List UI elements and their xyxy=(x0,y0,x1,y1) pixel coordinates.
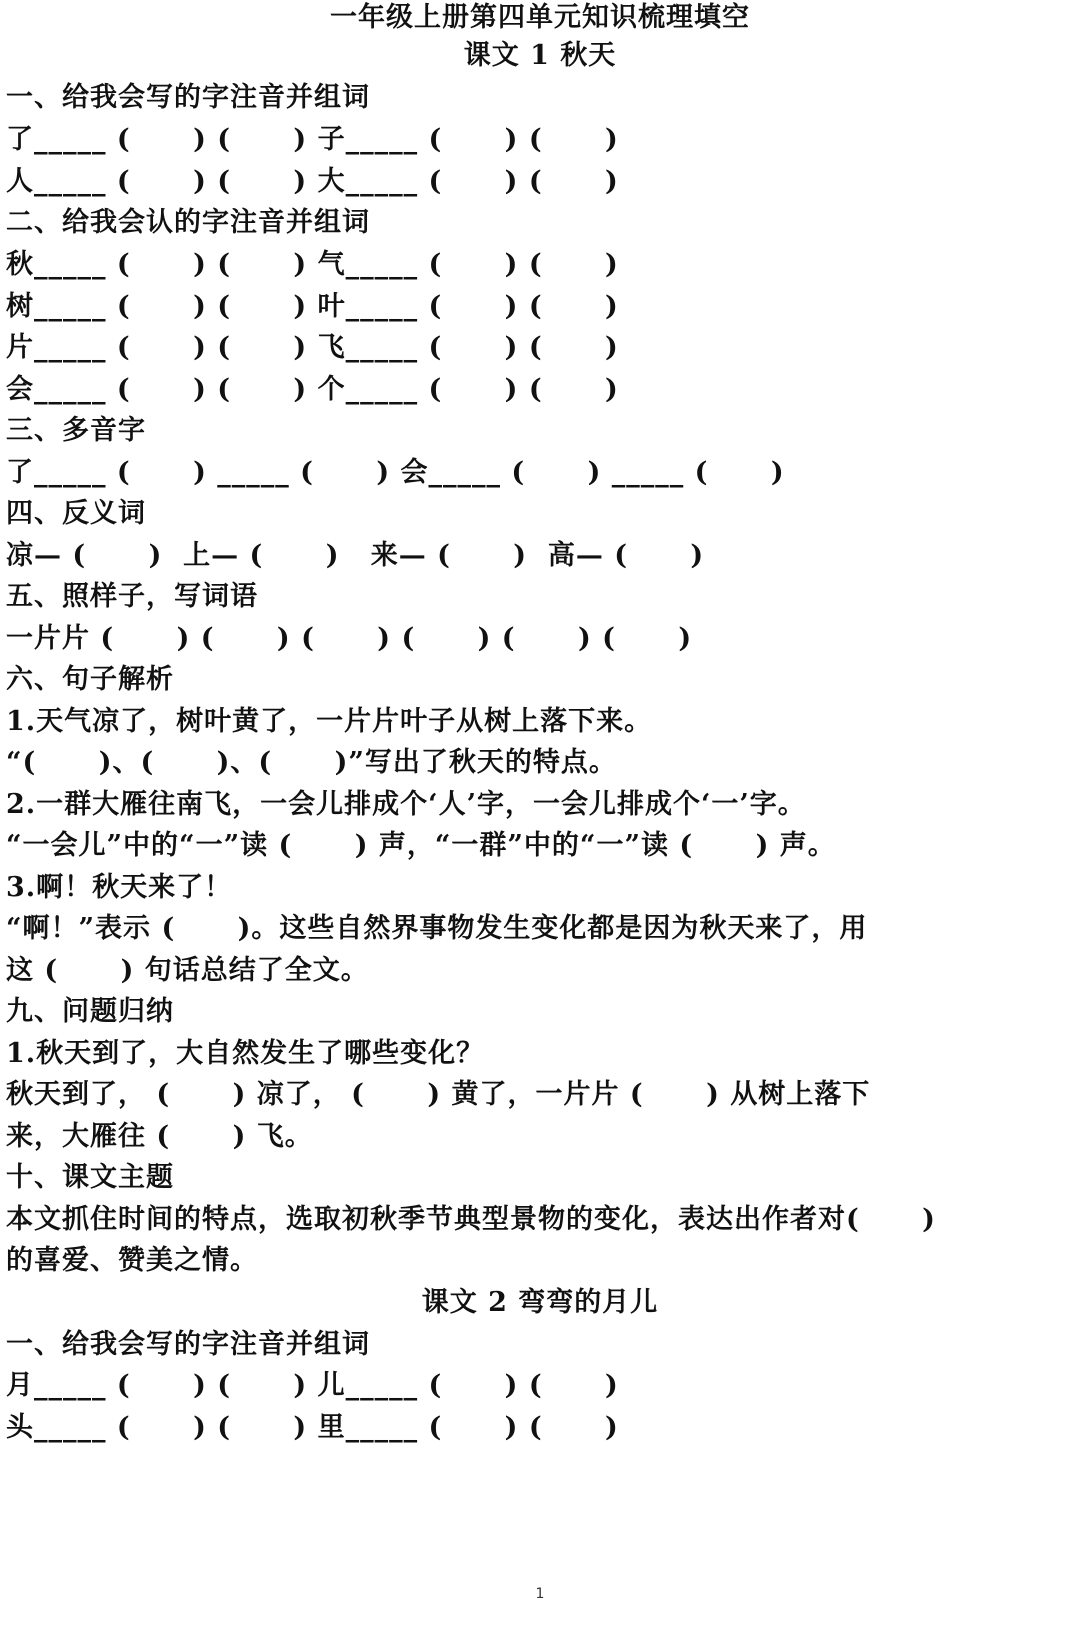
lesson2-heading: 课文 2 弯弯的月儿 xyxy=(421,1287,659,1318)
exercise-row: 1.秋天到了，大自然发生了哪些变化？ xyxy=(6,1038,485,1069)
exercise-row: 秋天到了， ( ) 凉了， ( ) 黄了，一片片 ( ) 从树上落下 xyxy=(6,1079,871,1110)
exercise-row: 会_____ ( ) ( ) 个_____ ( ) ( ) xyxy=(6,374,619,405)
exercise-row: “一会儿”中的“一”读 ( ) 声，“一群”中的“一”读 ( ) 声。 xyxy=(6,830,836,861)
exercise-row: 本文抓住时间的特点，选取初秋季节典型景物的变化，表达出作者对( ) xyxy=(6,1204,936,1235)
exercise-row: 3.啊！秋天来了！ xyxy=(6,872,233,903)
exercise-row: “( )、( )、( )”写出了秋天的特点。 xyxy=(6,747,617,778)
exercise-row: 了_____ ( ) ( ) 子_____ ( ) ( ) xyxy=(6,124,619,155)
exercise-row: 树_____ ( ) ( ) 叶_____ ( ) ( ) xyxy=(6,291,619,322)
exercise-row: 头_____ ( ) ( ) 里_____ ( ) ( ) xyxy=(6,1412,619,1443)
exercise-row: 的喜爱、赞美之情。 xyxy=(6,1245,258,1276)
page-title: 一年级上册第四单元知识梳理填空 xyxy=(330,2,750,33)
exercise-row: 2.一群大雁往南飞，一会儿排成个‘人’字，一会儿排成个‘一’字。 xyxy=(6,789,806,820)
section-heading: 三、多音字 xyxy=(6,415,146,446)
exercise-row: 来，大雁往 ( ) 飞。 xyxy=(6,1121,313,1152)
exercise-row: 人_____ ( ) ( ) 大_____ ( ) ( ) xyxy=(6,166,619,197)
section-heading: 二、给我会认的字注音并组词 xyxy=(6,207,370,238)
exercise-row: 了_____ ( ) _____ ( ) 会_____ ( ) _____ ( ) xyxy=(6,457,785,488)
exercise-row: 凉— ( ) 上— ( ) 来— ( ) 高— ( ) xyxy=(6,540,705,571)
exercise-row: 月_____ ( ) ( ) 儿_____ ( ) ( ) xyxy=(6,1370,619,1401)
section-heading: 十、课文主题 xyxy=(6,1162,174,1193)
section-heading: 一、给我会写的字注音并组词 xyxy=(6,1329,370,1360)
page-number: 1 xyxy=(535,1586,545,1602)
exercise-row: “啊！”表示 ( )。这些自然界事物发生变化都是因为秋天来了，用 xyxy=(6,913,868,944)
exercise-row: 一片片 ( ) ( ) ( ) ( ) ( ) ( ) xyxy=(6,623,693,654)
exercise-row: 这 ( ) 句话总结了全文。 xyxy=(6,955,369,986)
exercise-row: 1.天气凉了，树叶黄了，一片片叶子从树上落下来。 xyxy=(6,706,653,737)
exercise-row: 秋_____ ( ) ( ) 气_____ ( ) ( ) xyxy=(6,249,619,280)
section-heading: 一、给我会写的字注音并组词 xyxy=(6,82,370,113)
section-heading: 六、句子解析 xyxy=(6,664,174,695)
lesson1-heading: 课文 1 秋天 xyxy=(463,40,617,71)
exercise-row: 片_____ ( ) ( ) 飞_____ ( ) ( ) xyxy=(6,332,619,363)
section-heading: 五、照样子，写词语 xyxy=(6,581,258,612)
section-heading: 九、问题归纳 xyxy=(6,996,174,1027)
section-heading: 四、反义词 xyxy=(6,498,146,529)
